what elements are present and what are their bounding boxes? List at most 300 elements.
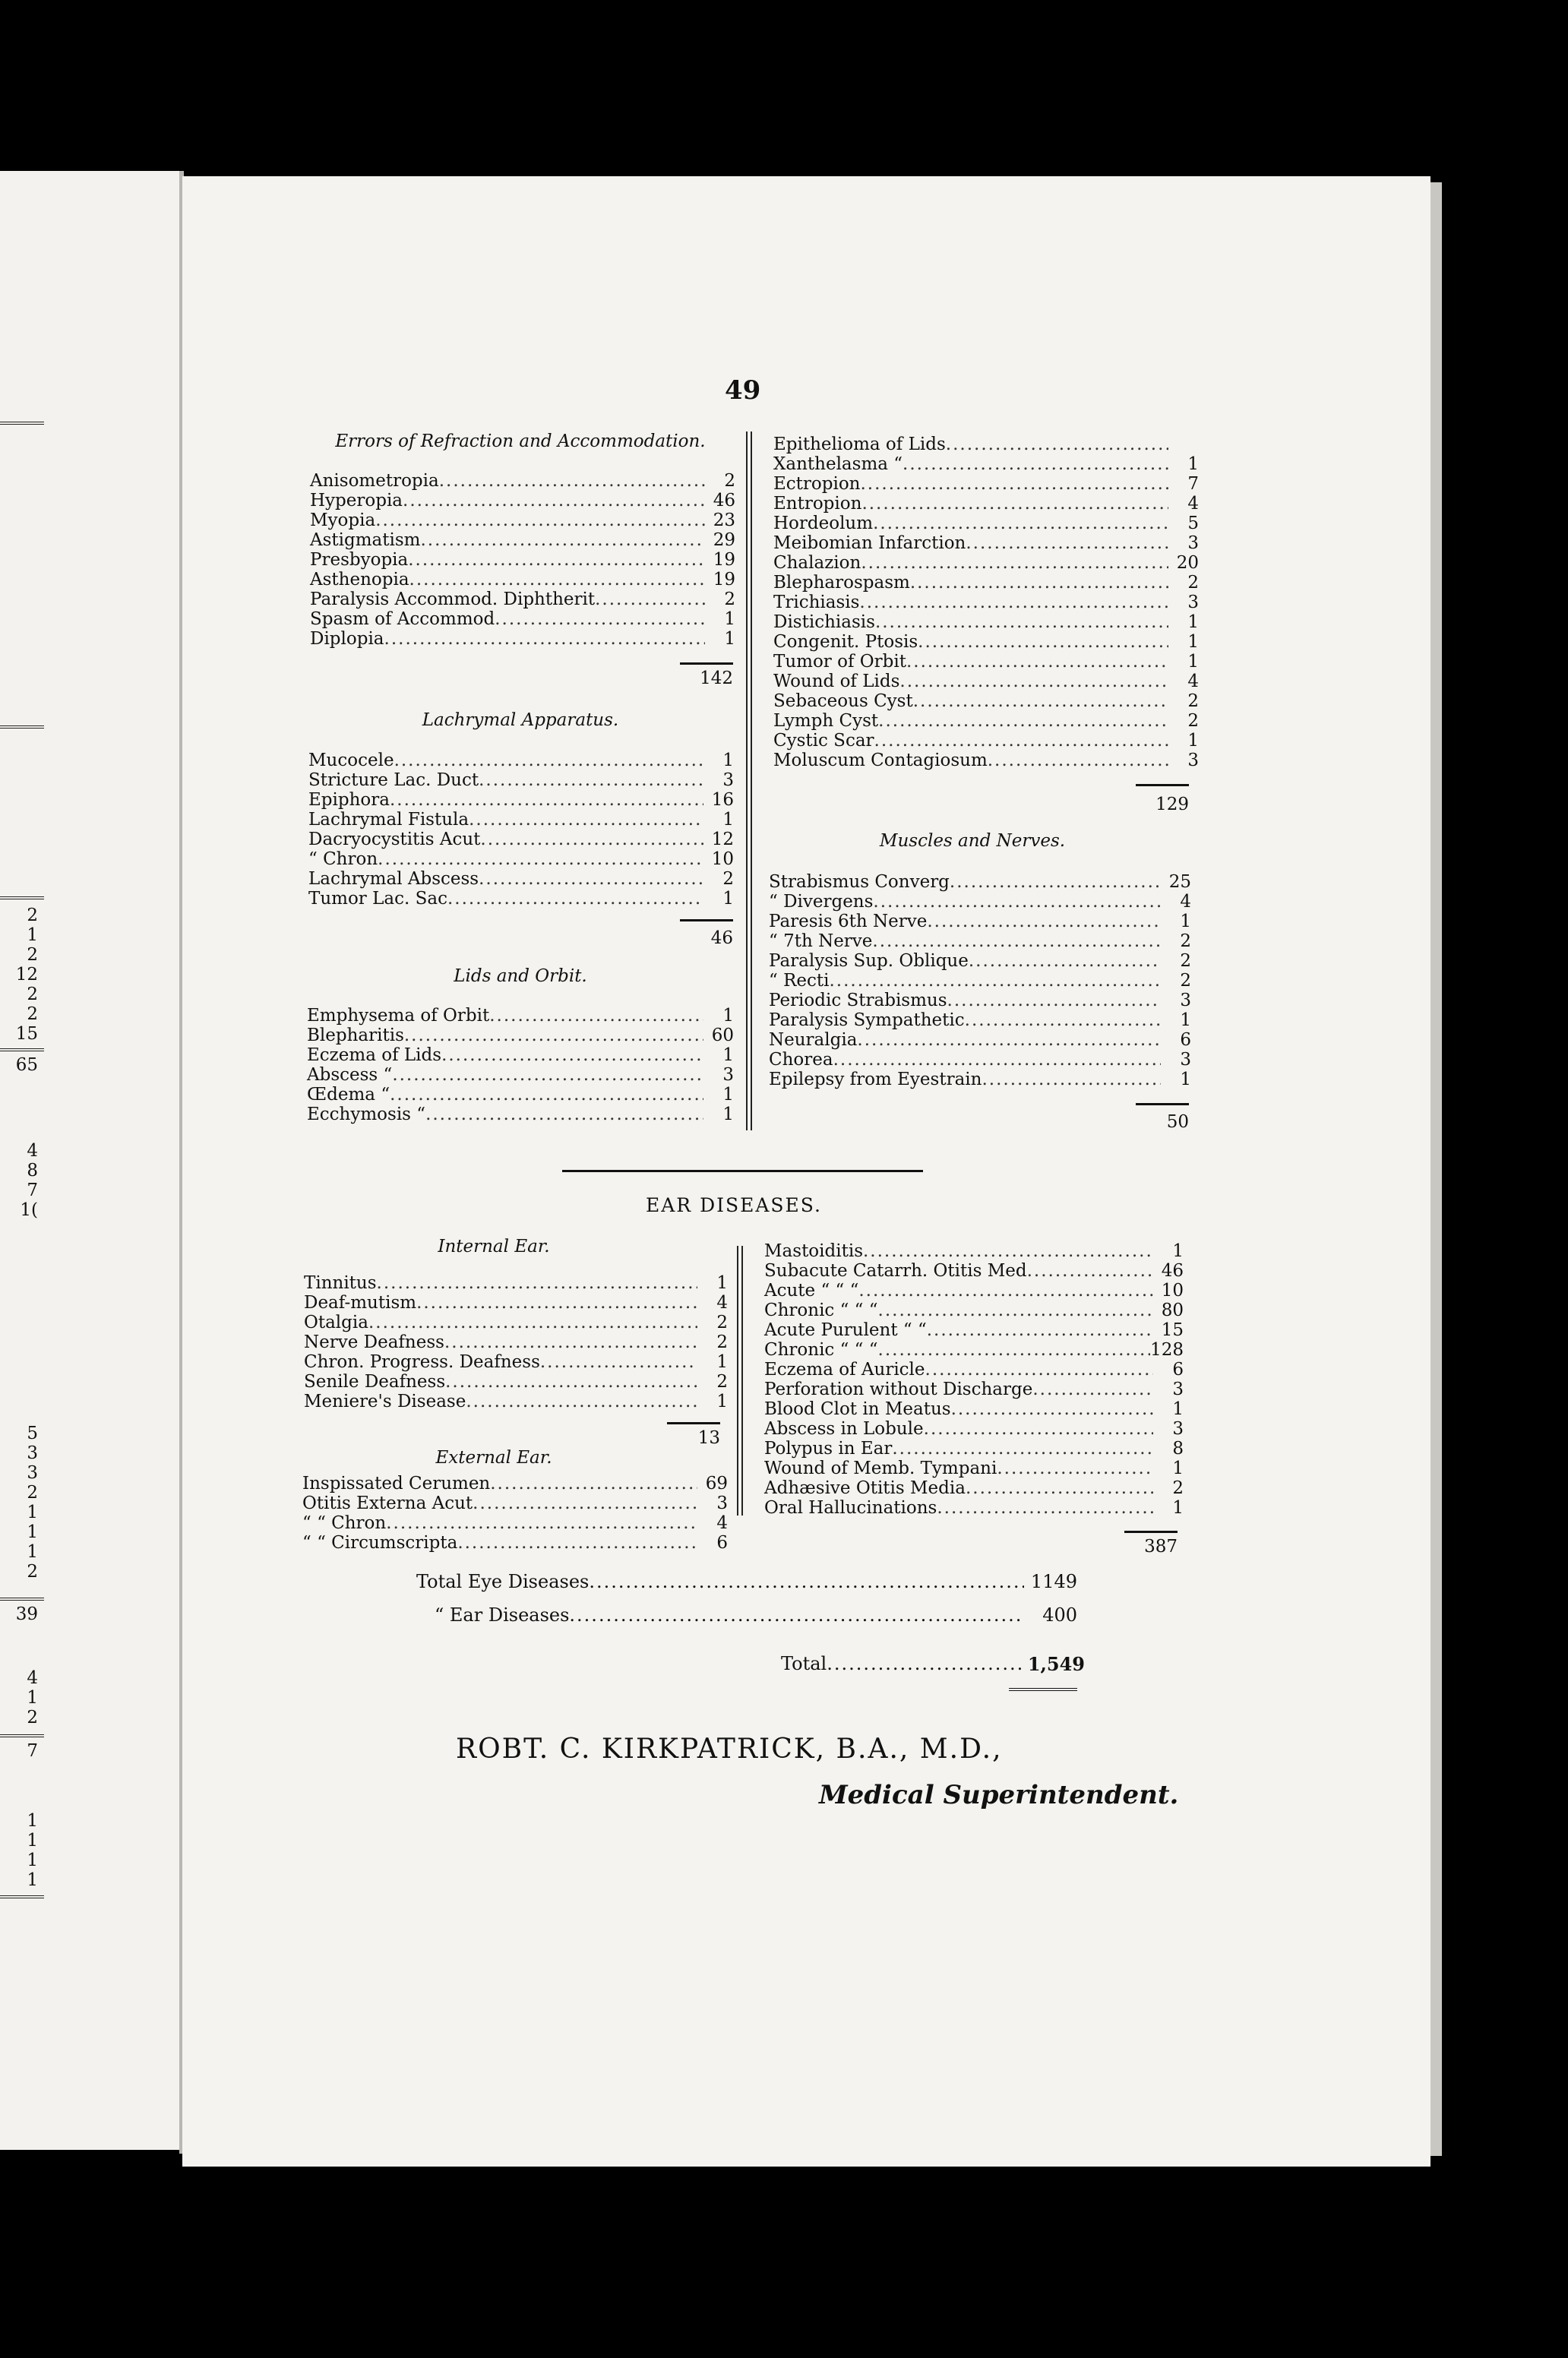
left-number: 1 — [27, 1811, 38, 1831]
middle-ear-list — [764, 1241, 1184, 1518]
row-value: 4 — [1187, 494, 1199, 514]
row-label: Lachrymal Abscess — [308, 869, 479, 889]
row-label: Stricture Lac. Duct — [308, 770, 479, 790]
leader-dots — [910, 573, 1168, 593]
lids-continued-list — [773, 435, 1199, 770]
left-number: 2 — [27, 985, 38, 1004]
lachrymal-title: Lachrymal Apparatus. — [422, 710, 619, 730]
table-row — [310, 609, 735, 629]
leader-dots — [951, 1399, 1153, 1419]
row-label: Moluscum Contagiosum — [773, 751, 988, 770]
table-row — [310, 629, 735, 649]
left-rule — [0, 1598, 44, 1601]
row-label: Tinnitus — [304, 1273, 377, 1293]
leader-dots — [444, 1332, 697, 1352]
row-value: 1 — [716, 1392, 728, 1411]
leader-dots — [861, 494, 1168, 514]
table-row — [773, 435, 1199, 454]
table-row — [764, 1399, 1184, 1419]
table-row — [773, 474, 1199, 494]
leader-dots — [982, 1070, 1161, 1089]
leader-dots — [479, 770, 703, 790]
refraction-title: Errors of Refraction and Accommodation. — [335, 431, 706, 451]
table-row — [308, 889, 734, 909]
left-number: 3 — [27, 1443, 38, 1463]
leader-dots — [969, 951, 1161, 971]
left-number: 2 — [27, 1483, 38, 1503]
table-row — [308, 849, 734, 869]
row-value: 1 — [722, 810, 734, 830]
table-row — [764, 1459, 1184, 1478]
table-row — [304, 1293, 728, 1313]
leader-dots — [375, 510, 705, 530]
row-label: Presbyopia — [310, 550, 409, 570]
row-label: Œdema “ — [307, 1085, 390, 1105]
leader-dots — [903, 454, 1168, 474]
table-row — [769, 1050, 1191, 1070]
row-value: 10 — [711, 849, 734, 869]
row-label: Paresis 6th Nerve — [769, 912, 928, 931]
grand-total-label: Total — [781, 1653, 827, 1674]
row-label: Epithelioma of Lids — [773, 435, 946, 454]
table-row — [302, 1494, 728, 1513]
table-row — [307, 1065, 734, 1085]
row-label: Abscess “ — [307, 1065, 393, 1085]
table-row — [304, 1392, 728, 1411]
row-value: 1 — [1180, 1070, 1191, 1089]
left-number: 4 — [27, 1668, 38, 1688]
table-row — [304, 1352, 728, 1372]
leader-dots — [947, 991, 1161, 1010]
row-label: Dacryocystitis Acut — [308, 830, 481, 849]
table-row — [773, 691, 1199, 711]
table-row — [310, 491, 735, 510]
row-label: Distichiasis — [773, 612, 875, 632]
leader-dots — [946, 435, 1168, 454]
row-label: Inspissated Cerumen — [302, 1474, 491, 1494]
table-row — [764, 1419, 1184, 1439]
leader-dots — [445, 1372, 697, 1392]
row-label: “ “ Chron — [302, 1513, 387, 1533]
leader-dots — [377, 1273, 697, 1293]
row-label: Acute “ “ “ — [764, 1281, 859, 1301]
row-value: 1 — [724, 629, 735, 649]
row-label: Paralysis Accommod. Diphtherit — [310, 590, 596, 609]
leader-dots — [988, 751, 1168, 770]
leader-dots — [966, 1478, 1153, 1498]
table-row — [304, 1332, 728, 1352]
row-value: 3 — [722, 1065, 734, 1085]
row-label: Abscess in Lobule — [764, 1419, 924, 1439]
refraction-sum-line — [680, 662, 733, 665]
table-row — [310, 590, 735, 609]
leader-dots — [833, 1050, 1161, 1070]
table-row — [764, 1439, 1184, 1459]
table-row — [773, 731, 1199, 751]
grand-total-row — [781, 1653, 1085, 1675]
left-number: 12 — [15, 965, 38, 985]
table-row — [764, 1340, 1184, 1360]
row-label: Oral Hallucinations — [764, 1498, 937, 1518]
section-rule — [562, 1170, 923, 1172]
left-number: 1 — [27, 1870, 38, 1890]
leader-dots — [858, 1281, 1153, 1301]
table-row — [773, 652, 1199, 672]
row-value: 1 — [1187, 454, 1199, 474]
table-row — [308, 770, 734, 790]
row-value: 2 — [722, 869, 734, 889]
leader-dots — [965, 1010, 1161, 1030]
table-row — [773, 632, 1199, 652]
table-row — [769, 1030, 1191, 1050]
row-label: Hordeolum — [773, 514, 874, 533]
row-value: 3 — [722, 770, 734, 790]
row-value: 46 — [713, 491, 735, 510]
left-number: 1 — [27, 1851, 38, 1870]
table-row — [304, 1313, 728, 1332]
row-value: 1 — [722, 889, 734, 909]
table-row — [773, 672, 1199, 691]
total-eye-label: Total Eye Diseases — [416, 1571, 590, 1592]
leader-dots — [595, 590, 705, 609]
row-label: Tumor of Orbit — [773, 652, 906, 672]
row-value: 12 — [711, 830, 734, 849]
table-row — [764, 1241, 1184, 1261]
lids-total: 129 — [1155, 795, 1189, 814]
table-row — [769, 912, 1191, 931]
row-value: 80 — [1161, 1301, 1184, 1320]
row-value: 4 — [1180, 892, 1191, 912]
leader-dots — [873, 514, 1168, 533]
row-label: Anisometropia — [310, 471, 439, 491]
table-row — [764, 1320, 1184, 1340]
leader-dots — [873, 892, 1161, 912]
row-label: Wound of Lids — [773, 672, 900, 691]
leader-dots — [913, 691, 1168, 711]
leader-dots — [409, 570, 705, 590]
row-value: 3 — [1172, 1380, 1184, 1399]
internal-ear-total: 13 — [697, 1428, 720, 1448]
leader-dots — [479, 869, 703, 889]
row-label: Chalazion — [773, 553, 861, 573]
table-row — [304, 1273, 728, 1293]
ear-column-divider — [737, 1246, 743, 1516]
row-label: Chron. Progress. Deafness — [304, 1352, 540, 1372]
row-label: Sebaceous Cyst — [773, 691, 913, 711]
middle-sum-line — [1124, 1531, 1178, 1533]
internal-ear-title: Internal Ear. — [438, 1237, 550, 1256]
row-value: 3 — [1187, 751, 1199, 770]
table-row — [773, 573, 1199, 593]
row-value: 4 — [716, 1293, 728, 1313]
row-value: 2 — [1172, 1478, 1184, 1498]
refraction-total: 142 — [700, 669, 733, 688]
left-number: 3 — [27, 1463, 38, 1483]
external-ear-list — [302, 1474, 728, 1553]
left-number: 1 — [27, 1688, 38, 1708]
row-value: 60 — [711, 1026, 734, 1045]
leader-dots — [466, 1392, 697, 1411]
row-label: Lachrymal Fistula — [308, 810, 469, 830]
row-value: 1 — [1180, 1010, 1191, 1030]
lachrymal-list — [308, 751, 734, 909]
leader-dots — [1032, 1380, 1153, 1399]
lachrymal-sum-line — [680, 919, 733, 921]
table-row — [773, 751, 1199, 770]
table-row — [769, 1010, 1191, 1030]
row-value: 19 — [713, 550, 735, 570]
left-number: 2 — [27, 945, 38, 965]
row-value: 2 — [1180, 951, 1191, 971]
table-row — [310, 510, 735, 530]
leader-dots — [950, 872, 1161, 892]
row-label: Chronic “ “ “ — [764, 1301, 878, 1320]
row-label: Eczema of Lids — [307, 1045, 442, 1065]
row-value: 5 — [1187, 514, 1199, 533]
table-row — [769, 931, 1191, 951]
total-eye-value: 1149 — [1030, 1571, 1077, 1592]
table-row — [769, 991, 1191, 1010]
table-row — [310, 570, 735, 590]
row-label: Astigmatism — [310, 530, 421, 550]
table-row — [302, 1513, 728, 1533]
row-value: 2 — [716, 1332, 728, 1352]
table-row — [307, 1045, 734, 1065]
left-number: 4 — [27, 1141, 38, 1161]
leader-dots — [859, 593, 1168, 612]
table-row — [302, 1533, 728, 1553]
row-value: 1 — [1172, 1498, 1184, 1518]
leader-dots — [540, 1352, 697, 1372]
row-value: 1 — [716, 1352, 728, 1372]
table-row — [310, 471, 735, 491]
external-ear-title: External Ear. — [435, 1448, 552, 1468]
table-row — [308, 790, 734, 810]
leader-dots — [899, 672, 1168, 691]
left-number: 1 — [27, 1542, 38, 1562]
table-row — [764, 1380, 1184, 1399]
left-number: 5 — [27, 1424, 38, 1443]
row-value: 2 — [1180, 931, 1191, 951]
row-label: Otalgia — [304, 1313, 368, 1332]
leader-dots — [924, 1419, 1153, 1439]
leader-dots — [861, 553, 1168, 573]
leader-dots — [997, 1459, 1153, 1478]
leader-dots — [394, 751, 703, 770]
leader-dots — [457, 1533, 697, 1553]
left-rule — [0, 1895, 44, 1898]
table-row — [764, 1478, 1184, 1498]
leader-dots — [1027, 1261, 1153, 1281]
total-ear-row — [435, 1604, 1077, 1626]
left-rule — [0, 896, 44, 899]
lids-list — [307, 1006, 734, 1124]
row-value: 1 — [722, 1105, 734, 1124]
row-value: 69 — [705, 1474, 728, 1494]
row-label: Congenit. Ptosis — [773, 632, 918, 652]
table-row — [769, 1070, 1191, 1089]
row-label: Deaf-mutism — [304, 1293, 417, 1313]
left-number: 8 — [27, 1161, 38, 1181]
row-value: 2 — [1187, 573, 1199, 593]
row-value: 2 — [1187, 711, 1199, 731]
left-rule — [0, 1048, 44, 1051]
row-value: 1 — [1187, 612, 1199, 632]
ear-diseases-heading: EAR DISEASES. — [646, 1194, 822, 1216]
left-number: 2 — [27, 906, 38, 925]
internal-sum-line — [667, 1422, 720, 1424]
row-label: “ Divergens — [769, 892, 874, 912]
left-rule — [0, 725, 44, 729]
left-total-d: 7 — [27, 1741, 38, 1761]
row-label: Meibomian Infarction — [773, 533, 966, 553]
table-row — [307, 1105, 734, 1124]
leader-dots — [927, 1320, 1153, 1340]
table-row — [773, 514, 1199, 533]
leader-dots — [390, 1085, 703, 1105]
row-label: Blepharospasm — [773, 573, 910, 593]
left-number: 1 — [27, 1503, 38, 1522]
row-value: 1 — [716, 1273, 728, 1293]
leader-dots — [966, 533, 1168, 553]
row-label: Otitis Externa Acut — [302, 1494, 473, 1513]
table-row — [764, 1281, 1184, 1301]
row-value: 1 — [722, 1045, 734, 1065]
left-number: 15 — [15, 1024, 38, 1044]
row-label: Neuralgia — [769, 1030, 858, 1050]
row-value: 3 — [1180, 991, 1191, 1010]
row-value: 1 — [724, 609, 735, 629]
left-number: 1( — [20, 1200, 38, 1220]
row-label: Strabismus Converg — [769, 872, 950, 892]
leader-dots — [480, 830, 703, 849]
row-value: 128 — [1150, 1340, 1184, 1360]
row-value: 2 — [724, 590, 735, 609]
table-row — [302, 1474, 728, 1494]
grand-total-underline — [1009, 1688, 1077, 1691]
leader-dots — [906, 652, 1168, 672]
row-label: “ Chron — [308, 849, 378, 869]
page-number: 49 — [725, 375, 761, 406]
row-label: Tumor Lac. Sac — [308, 889, 447, 909]
row-value: 20 — [1176, 553, 1199, 573]
leader-dots — [392, 1065, 703, 1085]
leader-dots — [490, 1474, 697, 1494]
row-value: 6 — [1172, 1360, 1184, 1380]
row-value: 1 — [1172, 1459, 1184, 1478]
leader-dots — [878, 711, 1168, 731]
left-number: 1 — [27, 1831, 38, 1851]
leader-dots — [878, 1301, 1153, 1320]
table-row — [773, 454, 1199, 474]
internal-ear-list — [304, 1273, 728, 1411]
row-value: 1 — [722, 1085, 734, 1105]
table-row — [773, 553, 1199, 573]
row-value: 1 — [1172, 1241, 1184, 1261]
grand-total-value: 1,549 — [1027, 1653, 1085, 1675]
signature-title: Medical Superintendent. — [819, 1780, 1179, 1810]
row-value: 25 — [1168, 872, 1191, 892]
row-value: 8 — [1172, 1439, 1184, 1459]
lids-sum-line — [1136, 784, 1189, 786]
leader-dots — [447, 889, 703, 909]
row-label: “ 7th Nerve — [769, 931, 873, 951]
row-value: 3 — [716, 1494, 728, 1513]
row-value: 1 — [1187, 731, 1199, 751]
row-label: Xanthelasma “ — [773, 454, 903, 474]
row-label: Spasm of Accommod — [310, 609, 495, 629]
leader-dots — [368, 1313, 697, 1332]
table-row — [773, 612, 1199, 632]
row-label: Polypus in Ear — [764, 1439, 893, 1459]
row-value: 1 — [1180, 912, 1191, 931]
leader-dots — [384, 629, 705, 649]
leader-dots — [878, 1340, 1151, 1360]
row-value: 2 — [716, 1372, 728, 1392]
table-row — [764, 1360, 1184, 1380]
leader-dots — [829, 971, 1161, 991]
leader-dots — [408, 550, 705, 570]
row-label: Entropion — [773, 494, 862, 514]
row-value: 3 — [1172, 1419, 1184, 1439]
row-label: Perforation without Discharge — [764, 1380, 1033, 1399]
leader-dots — [937, 1498, 1153, 1518]
left-number: 2 — [27, 1004, 38, 1024]
muscles-list — [769, 872, 1191, 1089]
row-value: 29 — [713, 530, 735, 550]
row-label: Lymph Cyst — [773, 711, 879, 731]
muscles-sum-line — [1136, 1103, 1189, 1105]
row-label: Subacute Catarrh. Otitis Med — [764, 1261, 1027, 1281]
row-label: Paralysis Sympathetic — [769, 1010, 965, 1030]
table-row — [310, 530, 735, 550]
row-label: Adhæsive Otitis Media — [764, 1478, 966, 1498]
row-value: 1 — [1187, 632, 1199, 652]
row-label: Ecchymosis “ — [307, 1105, 426, 1124]
leader-dots — [489, 1006, 703, 1026]
row-label: “ Recti — [769, 971, 830, 991]
leader-dots — [863, 1241, 1153, 1261]
total-eye-row — [416, 1571, 1077, 1592]
row-label: Nerve Deafness — [304, 1332, 444, 1352]
left-number: 1 — [27, 1522, 38, 1542]
table-row — [769, 971, 1191, 991]
table-row — [308, 751, 734, 770]
leader-dots — [439, 471, 705, 491]
leader-dots — [875, 612, 1168, 632]
left-total-c: 39 — [15, 1604, 38, 1624]
table-row — [308, 869, 734, 889]
row-label: Cystic Scar — [773, 731, 874, 751]
leader-dots — [925, 1360, 1153, 1380]
row-label: Mucocele — [308, 751, 394, 770]
leader-dots — [386, 1513, 697, 1533]
row-value: 3 — [1180, 1050, 1191, 1070]
table-row — [769, 951, 1191, 971]
column-divider — [746, 431, 752, 1130]
leader-dots — [403, 491, 705, 510]
leader-dots — [473, 1494, 697, 1513]
left-total-a: 65 — [15, 1055, 38, 1075]
row-value: 2 — [1180, 971, 1191, 991]
table-row — [310, 550, 735, 570]
row-label: Wound of Memb. Tympani — [764, 1459, 997, 1478]
row-value: 2 — [724, 471, 735, 491]
leader-dots — [404, 1026, 703, 1045]
table-row — [307, 1006, 734, 1026]
leader-dots — [425, 1105, 703, 1124]
row-value: 3 — [1187, 593, 1199, 612]
